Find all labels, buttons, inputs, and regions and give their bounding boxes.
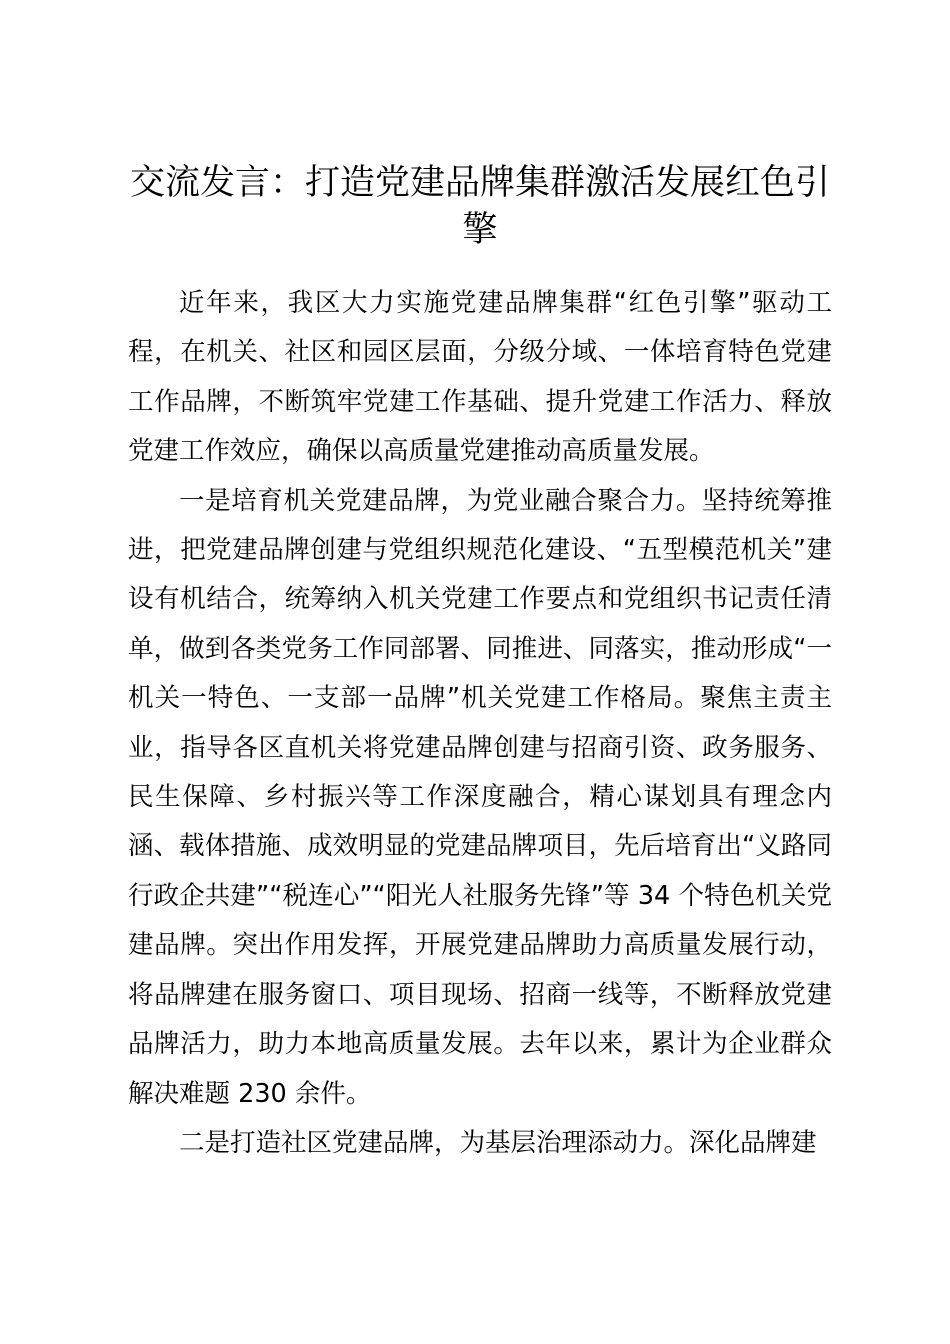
document-title: 交流发言：打造党建品牌集群激活发展红色引擎	[129, 163, 830, 250]
paragraph-section-one: 一是培育机关党建品牌，为党业融合聚合力。坚持统筹推进，把党建品牌创建与党组织规范化建设、“五型模范机关”建设有机结合，统筹纳入机关党建工作要点和党组织书记责任清单，做到各类党务工作同部署、同推进、同落实，推动形成“一机关一特色、一支部一品牌”机关党建工作格局。聚焦主责主业，指导各区直机关将党建品牌创建与招商引资、政务服务、民生保障、乡村振兴等工作深度融合，精心谋划具有理念内涵、载体措施、成效明显的党建品牌项目，先后培育出“义路同行政企共建”“税连心”“阳光人社服务先锋”等 34 个特色机关党建品牌。突出作用发挥，开展党建品牌助力高质量发展行动，将品牌建在服务窗口、项目现场、招商一线等，不断释放党建品牌活力，助力本地高质量发展。去年以来，累计为企业群众解决难题 230 余件。	[128, 485, 832, 1109]
paragraph-section-two: 二是打造社区党建品牌，为基层治理添动力。深化品牌建	[179, 1127, 817, 1158]
document-body	[128, 279, 832, 1168]
paragraph-intro: 近年来，我区大力实施党建品牌集群“红色引擎”驱动工程，在机关、社区和园区层面，分级分域、一体培育特色党建工作品牌，不断筑牢党建工作基础、提升党建工作活力、释放党建工作效应，确保以高质量党建推动高质量发展。	[128, 288, 832, 467]
